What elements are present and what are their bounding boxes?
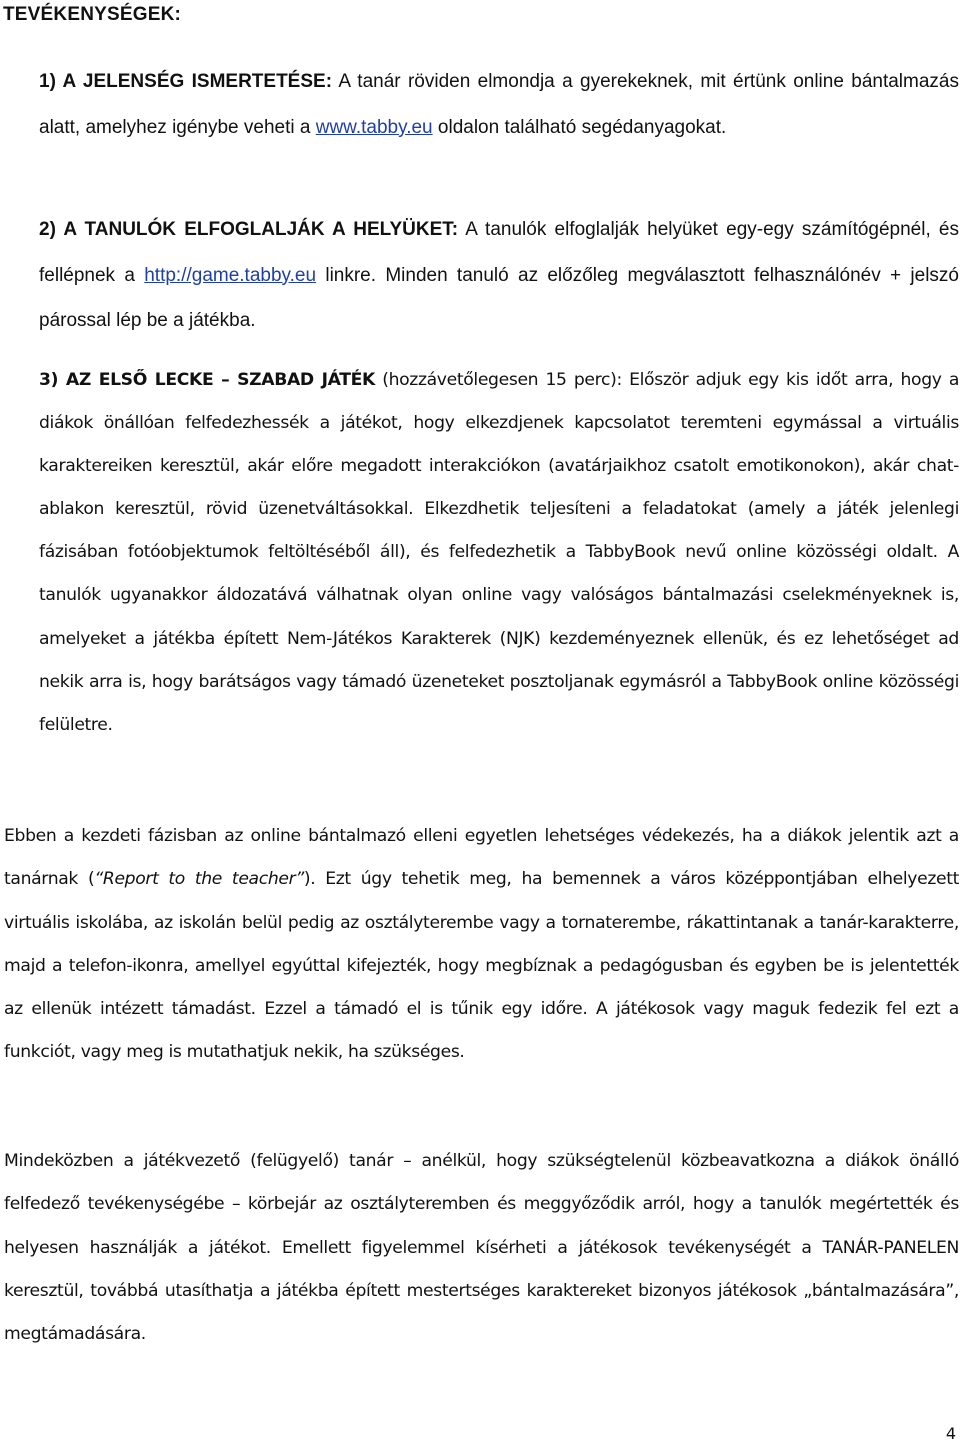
- paragraph-3-text: (hozzávetőlegesen 15 perc): Először adjuk egy kis időt arra, hogy a diákok önállóan felfedezhessék a játékot, hogy elkezdjenek kapcsolatot teremteni egymással a virtuális karaktereiken keresztül, akár előre megadott interakciókon (avatárjaikhoz csatolt emotikonokon), akár chat-ablakon keresztül, rövid üzenetváltásokkal. Elkezdhetik teljesíteni a feladatokat (amely a játék jelenlegi fázisában fotóobjektumok feltöltéséből áll), és felfedezhetik a TabbyBook nevű online közösségi oldalt. A tanulók ugyanakkor áldozatává válhatnak olyan online vagy valóságos bántalmazási cselekményeknek is, amelyeket a játékba épített Nem-Játékos Karakterek (NJK) kezdeményeznek ellenük, és ez lehetőséget ad nekik arra is, hogy barátságos vagy támadó üzeneteket posztoljanak egymásról a TabbyBook online közösségi felületre.: [39, 370, 960, 735]
- paragraph-4: [4, 815, 959, 1075]
- page-number: 4: [945, 1424, 956, 1443]
- paragraph-2: [39, 207, 959, 344]
- tabby-game-link[interactable]: http://game.tabby.eu: [144, 264, 317, 286]
- paragraph-4-text-a: Ebben a kezdeti fázisban az online bántalmazó elleni egyetlen lehetséges védekezés, ha a diákok jelentik azt a tanárnak (: [4, 826, 959, 890]
- paragraph-4-text-b: ). Ezt úgy tehetik meg, ha bemennek a város középpontjában elhelyezett virtuális iskolába, az iskolán belül pedig az osztályterembe vagy a tornaterembe, rákattintanak a tanár-karakterre, majd a telefon-ikonra, amellyel egyúttal kifejezték, hogy megbíznak a pedagógusban és egyben be is jelentették az ellenük intézett támadást. Ezzel a támadó el is tűnik egy időre. A játékosok vagy maguk fedezik fel ezt a funkciót, vagy meg is mutathatjuk nekik, ha szükséges.: [4, 869, 960, 1063]
- paragraph-1-text-b: oldalon található segédanyagokat.: [432, 116, 727, 138]
- paragraph-2-text-a: A tanulók elfoglalják helyüket egy-egy számítógépnél, és fellépnek a: [39, 219, 959, 286]
- paragraph-2-text-b: linkre. Minden tanuló az előzőleg megválasztott felhasználónév + jelszó párossal lép be a játékba.: [39, 264, 959, 331]
- report-to-teacher-quote: “Report to the teacher”: [94, 869, 304, 890]
- step-3-label: 3) AZ ELSŐ LECKE – SZABAD JÁTÉK: [39, 370, 375, 390]
- paragraph-5-text: Mindeközben a játékvezető (felügyelő) tanár – anélkül, hogy szükségtelenül közbeavatkozna a diákok önálló felfedező tevékenységébe – körbejár az osztályteremben és meggyőződik arról, hogy a tanulók megértették és helyesen használják a játékot. Emellett figyelemmel kísérheti a játékosok tevékenységét a TANÁR-PANELEN keresztül, továbbá utasíthatja a játékba épített mestertséges karaktereket bizonyos játékosok „bántalmazására”, megtámadására.: [4, 1151, 959, 1345]
- paragraph-1: [39, 59, 959, 150]
- section-heading: TEVÉKENYSÉGEK:: [3, 4, 182, 25]
- tabby-website-link[interactable]: www.tabby.eu: [315, 116, 433, 138]
- step-2-label: 2) A TANULÓK ELFOGLALJÁK A HELYÜKET:: [39, 219, 459, 240]
- paragraph-5: [4, 1140, 959, 1356]
- paragraph-3: [39, 359, 959, 747]
- step-1-label: 1) A JELENSÉG ISMERTETÉSE:: [39, 71, 333, 92]
- paragraph-1-text-a: A tanár röviden elmondja a gyerekeknek, mit értünk online bántalmazás alatt, amelyhez igénybe veheti a: [39, 71, 959, 138]
